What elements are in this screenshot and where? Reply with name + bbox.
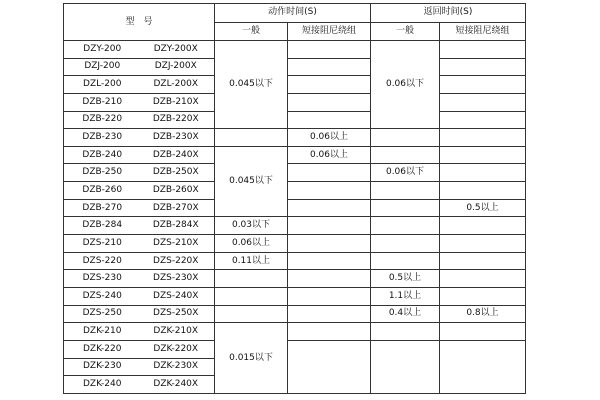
action-time-general-cell — [215, 129, 288, 147]
return-time-general-cell: 0.5以上 — [371, 270, 440, 288]
return-time-damping-cell — [440, 129, 526, 147]
action-time-damping-cell — [288, 164, 371, 182]
action-damping-subheader: 短接阻尼绕组 — [288, 22, 371, 41]
model-name-primary: DZB-210 — [82, 96, 123, 107]
model-name-primary: DZL-200 — [83, 79, 122, 90]
model-name-variant: DZB-270X — [152, 202, 199, 213]
model-cell — [64, 270, 215, 288]
table-row — [64, 111, 526, 129]
return-time-general-cell — [371, 252, 440, 270]
action-time-damping-cell — [288, 340, 371, 393]
model-name-primary: DZK-210 — [83, 326, 122, 337]
return-damping-subheader: 短接阻尼绕组 — [440, 22, 526, 41]
model-name-variant: DZB-220X — [152, 114, 199, 125]
return-time-damping-cell — [440, 340, 526, 393]
return-time-damping-cell — [440, 323, 526, 341]
model-name-primary: DZB-220 — [82, 114, 123, 125]
return-time-damping-cell — [440, 111, 526, 129]
return-time-damping-cell — [440, 146, 526, 164]
action-time-header: 动作时间(S) — [215, 4, 371, 23]
model-name-primary: DZK-240 — [83, 378, 122, 389]
model-cell — [64, 340, 215, 358]
model-cell — [64, 376, 215, 394]
model-cell — [64, 164, 215, 182]
model-name-variant: DZS-230X — [153, 273, 199, 284]
model-name-variant: DZB-230X — [152, 132, 199, 143]
model-name-variant: DZB-260X — [152, 184, 199, 195]
table-row — [64, 129, 526, 147]
model-cell — [64, 305, 215, 323]
table-row — [64, 164, 526, 182]
model-name-primary: DZS-240 — [82, 290, 122, 301]
action-time-damping-cell — [288, 41, 371, 59]
model-cell — [64, 252, 215, 270]
model-name-primary: DZK-230 — [83, 361, 122, 372]
return-time-damping-cell — [440, 235, 526, 253]
action-time-general-cell: 0.045以下 — [215, 146, 288, 217]
return-time-damping-cell — [440, 270, 526, 288]
model-name-primary: DZB-284 — [82, 220, 123, 231]
action-general-subheader: 一般 — [215, 22, 288, 41]
model-cell — [64, 111, 215, 129]
model-name-variant: DZK-230X — [153, 361, 199, 372]
model-cell — [64, 182, 215, 200]
model-name-variant: DZB-284X — [152, 220, 199, 231]
return-time-damping-cell: 0.5以上 — [440, 199, 526, 217]
return-time-damping-cell — [440, 252, 526, 270]
return-time-damping-cell — [440, 287, 526, 305]
table-row — [64, 93, 526, 111]
table-row — [64, 340, 526, 358]
model-cell — [64, 358, 215, 376]
model-name-variant: DZS-240X — [153, 290, 199, 301]
model-name-variant: DZB-210X — [152, 96, 199, 107]
action-time-damping-cell — [288, 235, 371, 253]
model-name-primary: DZK-220 — [83, 343, 122, 354]
action-time-general-cell: 0.015以下 — [215, 323, 288, 394]
table-row — [64, 41, 526, 59]
model-cell — [64, 217, 215, 235]
return-time-damping-cell — [440, 164, 526, 182]
model-cell — [64, 129, 215, 147]
table-row — [64, 287, 526, 305]
model-cell — [64, 199, 215, 217]
model-name-variant: DZS-220X — [153, 255, 199, 266]
model-cell — [64, 235, 215, 253]
action-time-damping-cell: 0.06以上 — [288, 129, 371, 147]
table-row — [64, 146, 526, 164]
table-row — [64, 58, 526, 76]
return-time-general-cell — [371, 129, 440, 147]
model-cell — [64, 146, 215, 164]
return-time-damping-cell — [440, 182, 526, 200]
model-name-primary: DZB-250 — [82, 167, 123, 178]
action-time-damping-cell — [288, 182, 371, 200]
return-time-general-cell: 0.06以下 — [371, 164, 440, 182]
action-time-damping-cell — [288, 199, 371, 217]
action-time-general-cell: 0.045以下 — [215, 41, 288, 129]
model-name-primary: DZB-270 — [82, 202, 123, 213]
return-time-general-cell — [371, 323, 440, 341]
action-time-general-cell: 0.11以上 — [215, 252, 288, 270]
table-row — [64, 235, 526, 253]
model-name-primary: DZS-230 — [82, 273, 122, 284]
action-time-damping-cell — [288, 217, 371, 235]
action-time-damping-cell — [288, 58, 371, 76]
model-name-variant: DZJ-200X — [154, 61, 197, 72]
return-time-damping-cell — [440, 76, 526, 94]
action-time-general-cell — [215, 287, 288, 305]
model-name-variant: DZK-220X — [153, 343, 199, 354]
model-name-variant: DZB-240X — [152, 149, 199, 160]
model-name-variant: DZS-250X — [153, 308, 199, 319]
return-time-general-cell — [371, 146, 440, 164]
model-cell — [64, 93, 215, 111]
model-name-variant: DZY-200X — [153, 43, 198, 54]
action-time-damping-cell — [288, 305, 371, 323]
action-time-damping-cell — [288, 252, 371, 270]
table-row — [64, 182, 526, 200]
model-name-variant: DZK-210X — [153, 326, 199, 337]
model-cell — [64, 287, 215, 305]
action-time-damping-cell — [288, 76, 371, 94]
return-time-general-cell — [371, 340, 440, 393]
action-time-damping-cell: 0.06以上 — [288, 146, 371, 164]
action-time-general-cell: 0.06以上 — [215, 235, 288, 253]
model-column-header: 型 号 — [64, 4, 215, 41]
model-name-primary: DZS-210 — [82, 237, 122, 248]
model-name-primary: DZY-200 — [83, 43, 122, 54]
model-name-primary: DZS-220 — [82, 255, 122, 266]
return-time-damping-cell — [440, 41, 526, 59]
model-name-primary: DZB-240 — [82, 149, 123, 160]
action-time-damping-cell — [288, 323, 371, 341]
model-name-variant: DZB-250X — [152, 167, 199, 178]
return-time-general-cell — [371, 217, 440, 235]
model-cell — [64, 76, 215, 94]
spec-table — [63, 3, 526, 394]
table-row — [64, 270, 526, 288]
table-row — [64, 252, 526, 270]
return-time-general-cell: 0.06以下 — [371, 41, 440, 129]
return-time-general-cell — [371, 182, 440, 200]
return-time-damping-cell — [440, 58, 526, 76]
model-cell — [64, 323, 215, 341]
model-cell — [64, 58, 215, 76]
model-name-primary: DZJ-200 — [84, 61, 121, 72]
action-time-general-cell: 0.03以下 — [215, 217, 288, 235]
model-name-variant: DZS-210X — [153, 237, 199, 248]
return-time-general-cell: 1.1以上 — [371, 287, 440, 305]
action-time-damping-cell — [288, 287, 371, 305]
model-cell — [64, 41, 215, 59]
return-time-damping-cell — [440, 217, 526, 235]
model-name-primary: DZB-230 — [82, 132, 123, 143]
action-time-damping-cell — [288, 93, 371, 111]
table-row — [64, 199, 526, 217]
model-name-variant: DZK-240X — [153, 378, 199, 389]
return-time-general-cell — [371, 235, 440, 253]
header-row-1 — [64, 4, 526, 23]
action-time-damping-cell — [288, 111, 371, 129]
return-time-header: 返回时间(S) — [371, 4, 526, 23]
model-name-variant: DZL-200X — [153, 79, 199, 90]
table-row — [64, 323, 526, 341]
table-row — [64, 305, 526, 323]
return-general-subheader: 一般 — [371, 22, 440, 41]
return-time-general-cell — [371, 199, 440, 217]
return-time-damping-cell — [440, 93, 526, 111]
return-time-damping-cell: 0.8以上 — [440, 305, 526, 323]
table-row — [64, 217, 526, 235]
model-name-primary: DZS-250 — [82, 308, 122, 319]
action-time-general-cell — [215, 270, 288, 288]
return-time-general-cell: 0.4以上 — [371, 305, 440, 323]
action-time-general-cell — [215, 305, 288, 323]
model-name-primary: DZB-260 — [82, 184, 123, 195]
action-time-damping-cell — [288, 270, 371, 288]
table-row — [64, 76, 526, 94]
